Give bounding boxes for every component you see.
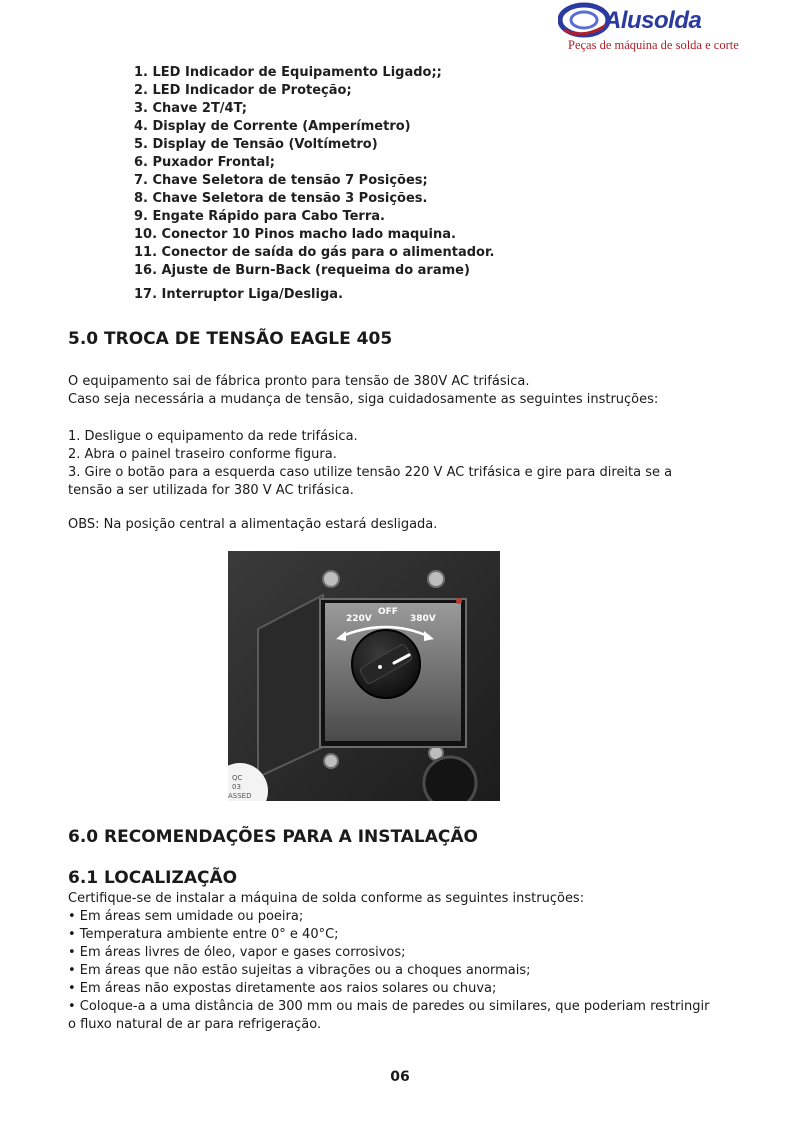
logo-wordmark: Alusolda — [604, 7, 702, 34]
list-item: 9. Engate Rápido para Cabo Terra. — [134, 209, 385, 224]
label-380v: 380V — [410, 614, 436, 624]
voltage-selector-photo — [228, 551, 500, 801]
intro-line: O equipamento sai de fábrica pronto para tensão de 380V AC trifásica. — [68, 374, 530, 389]
list-item: 10. Conector 10 Pinos macho lado maquina. — [134, 227, 456, 242]
label-220v: 220V — [346, 614, 372, 624]
bullet-item: • Em áreas que não estão sujeitas a vibrações ou a choques anormais; — [68, 963, 531, 978]
list-item: 2. LED Indicador de Proteção; — [134, 83, 352, 98]
section-5-title: 5.0 TROCA DE TENSÃO EAGLE 405 — [68, 329, 393, 349]
list-item: 16. Ajuste de Burn-Back (requeima do arame) — [134, 263, 470, 278]
section-5-steps — [68, 428, 672, 500]
bullet-item: • Em áreas livres de óleo, vapor e gases corrosivos; — [68, 945, 406, 960]
list-item: 7. Chave Seletora de tensão 7 Posições; — [134, 173, 428, 188]
list-item: 3. Chave 2T/4T; — [134, 101, 247, 116]
list-item: 4. Display de Corrente (Amperímetro) — [134, 119, 411, 134]
body-line: o fluxo natural de ar para refrigeração. — [68, 1017, 322, 1032]
section-5-intro — [68, 373, 658, 409]
section-6-1-body — [68, 890, 709, 1034]
list-item: 6. Puxador Frontal; — [134, 155, 275, 170]
body-line: Certifique-se de instalar a máquina de solda conforme as seguintes instruções: — [68, 891, 585, 906]
step-line: 3. Gire o botão para a esquerda caso utilize tensão 220 V AC trifásica e gire para direita se a — [68, 465, 673, 480]
list-item: 5. Display de Tensão (Voltímetro) — [134, 137, 378, 152]
step-line: 2. Abra o painel traseiro conforme figura. — [68, 447, 337, 462]
sticker-text: 03 — [232, 783, 241, 791]
step-line: 1. Desligue o equipamento da rede trifásica. — [68, 429, 358, 444]
label-off: OFF — [378, 607, 398, 617]
sticker-text: ASSED — [228, 792, 252, 800]
page-number: 06 — [390, 1069, 410, 1085]
screw-icon — [428, 571, 444, 587]
section-6-title: 6.0 RECOMENDAÇÕES PARA A INSTALAÇÃO — [68, 827, 478, 847]
bullet-item: • Em áreas sem umidade ou poeira; — [68, 909, 304, 924]
alusolda-logo — [548, 2, 739, 58]
logo-tagline: Peças de máquina de solda e corte — [568, 38, 739, 52]
note-line: OBS: Na posição central a alimentação estará desligada. — [68, 517, 438, 532]
step-line: tensão a ser utilizada for 380 V AC trifásica. — [68, 483, 354, 498]
screw-icon — [323, 571, 339, 587]
screw-icon — [324, 754, 338, 768]
list-item: 17. Interruptor Liga/Desliga. — [134, 287, 343, 302]
list-item: 1. LED Indicador de Equipamento Ligado;; — [134, 65, 442, 80]
sticker-text: QC — [232, 774, 243, 782]
bullet-item: • Coloque-a a uma distância de 300 mm ou mais de paredes ou similares, que poderiam restringir — [68, 999, 710, 1014]
bullet-item: • Em áreas não expostas diretamente aos raios solares ou chuva; — [68, 981, 497, 996]
components-list — [134, 64, 494, 304]
list-item: 8. Chave Seletora de tensão 3 Posições. — [134, 191, 428, 206]
section-5-note — [68, 516, 437, 534]
section-6-1-title: 6.1 LOCALIZAÇÃO — [68, 868, 238, 888]
bullet-item: • Temperatura ambiente entre 0° e 40°C; — [68, 927, 339, 942]
intro-line: Caso seja necessária a mudança de tensão, siga cuidadosamente as seguintes instruções: — [68, 392, 659, 407]
list-item: 11. Conector de saída do gás para o alimentador. — [134, 245, 495, 260]
